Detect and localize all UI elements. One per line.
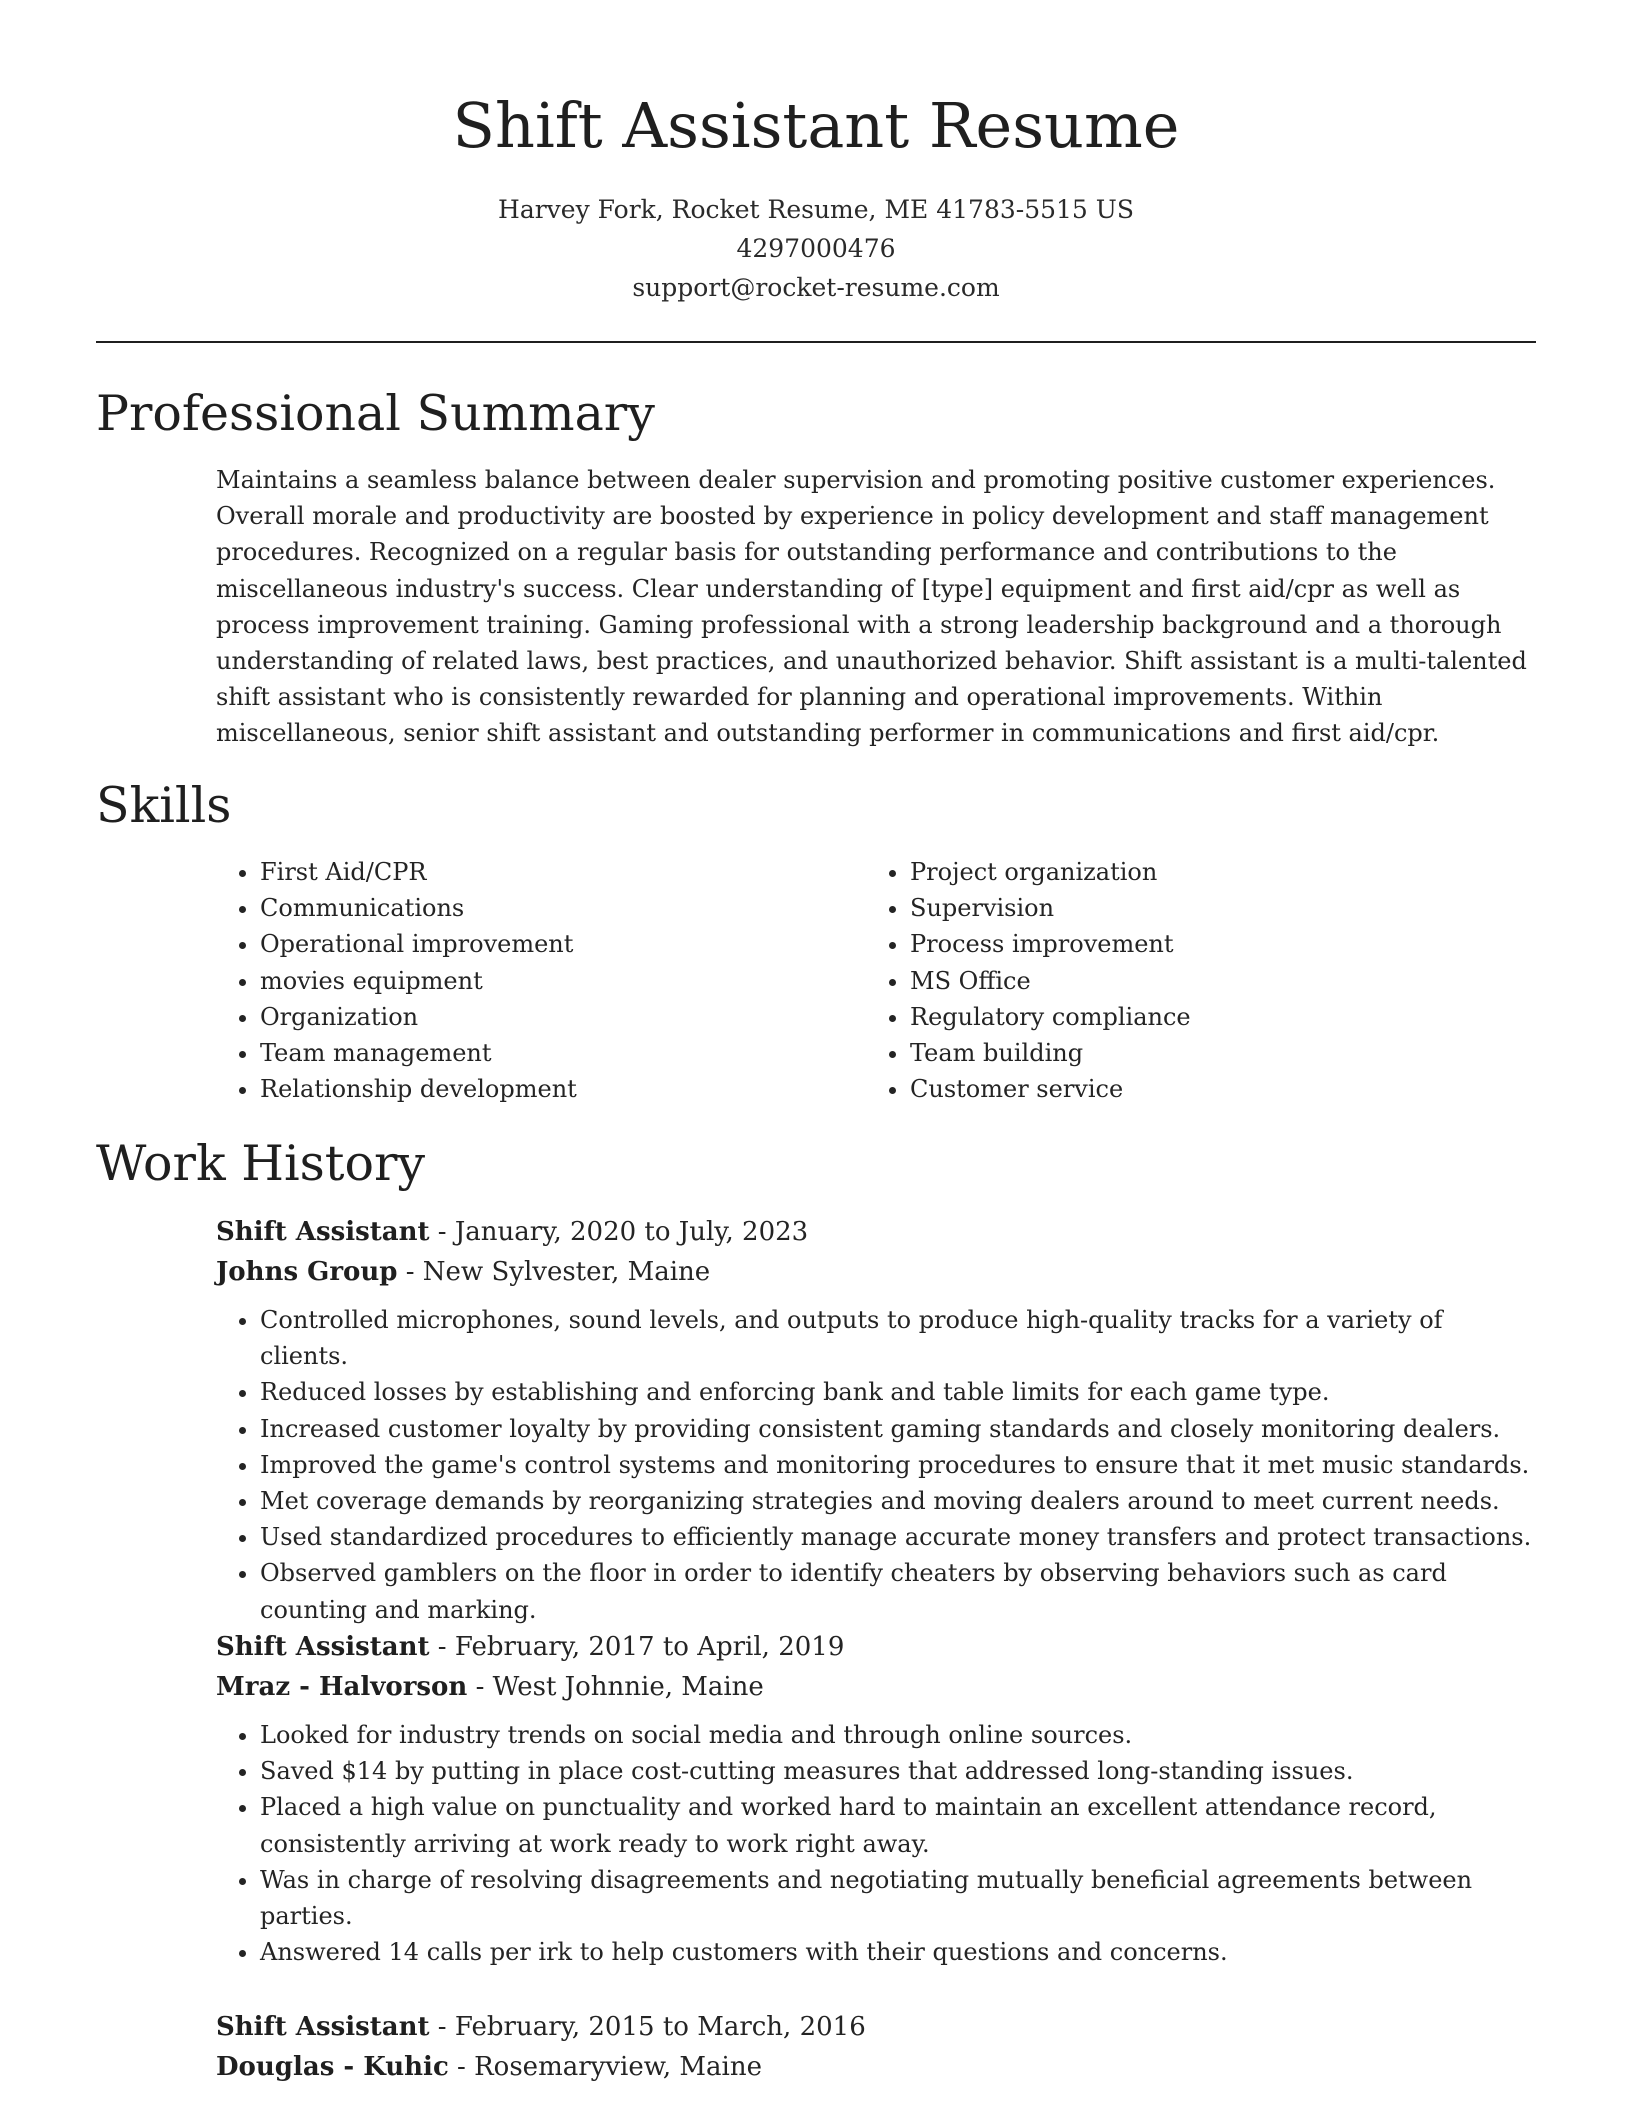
job-entry	[216, 1627, 1536, 1970]
work-history-heading: Work History	[96, 1135, 426, 1192]
header-divider	[96, 341, 1536, 343]
job-title: Shift Assistant	[216, 2012, 430, 2042]
skills-heading: Skills	[96, 777, 232, 834]
job-title: Shift Assistant	[216, 1632, 430, 1662]
job-entry	[216, 2007, 1536, 2087]
job-bullet: • Placed a high value on punctuality and worked hard to maintain an excellent attendance record, consistently arriving at work ready to work right away.	[260, 1789, 1536, 1861]
summary-text: Maintains a seamless balance between dealer supervision and promoting positive customer experiences. Overall morale and productivity are boosted by experience in policy development and staff management procedures. Recognized on a regular basis for outstanding performance and contributions to the miscellaneous industry's success. Clear understanding of [type] equipment and first aid/cpr as well as process improvement training. Gaming professional with a strong leadership background and a thorough understanding of related laws, best practices, and unauthorized behavior. Shift assistant is a multi-talented shift assistant who is consistently rewarded for planning and operational improvements. Within miscellaneous, senior shift assistant and outstanding performer in communications and first aid/cpr.	[216, 466, 1527, 748]
job-company-line: Mraz - Halvorson - West Johnnie, Maine	[216, 1672, 764, 1702]
job-bullet: • Looked for industry trends on social media and through online sources.	[260, 1717, 1536, 1753]
summary-heading: Professional Summary	[96, 385, 655, 442]
job-title: Shift Assistant	[216, 1217, 430, 1247]
job-bullet: • Reduced losses by establishing and enforcing bank and table limits for each game type.	[260, 1374, 1536, 1410]
job-entry	[216, 1212, 1536, 1628]
skill-item: • First Aid/CPR	[260, 854, 836, 890]
job-bullet: • Increased customer loyalty by providing consistent gaming standards and closely monitoring dealers.	[260, 1411, 1536, 1447]
job-dates: January, 2020 to July, 2023	[454, 1217, 809, 1247]
contact-info	[0, 190, 1632, 307]
job-dates: February, 2015 to March, 2016	[454, 2012, 866, 2042]
contact-phone: 4297000476	[736, 234, 896, 263]
job-bullet: • Answered 14 calls per irk to help customers with their questions and concerns.	[260, 1934, 1536, 1970]
skill-item: • Team building	[910, 1035, 1486, 1071]
skills-column-left	[216, 854, 836, 1107]
skill-item: • Relationship development	[260, 1071, 836, 1107]
job-dates: February, 2017 to April, 2019	[454, 1632, 845, 1662]
contact-email: support@rocket-resume.com	[632, 273, 1000, 302]
skill-item: • Project organization	[910, 854, 1486, 890]
skill-item: • movies equipment	[260, 963, 836, 999]
job-company: Douglas - Kuhic	[216, 2052, 449, 2082]
skills-column-right	[866, 854, 1486, 1107]
job-bullet: • Observed gamblers on the floor in order to identify cheaters by observing behaviors such as card counting and marking.	[260, 1555, 1536, 1627]
job-bullet: • Saved $14 by putting in place cost-cutting measures that addressed long-standing issues.	[260, 1753, 1536, 1789]
skill-item: • MS Office	[910, 963, 1486, 999]
skills-list-right	[866, 854, 1486, 1107]
job-bullets	[216, 1302, 1536, 1628]
job-company-line: Douglas - Kuhic - Rosemaryview, Maine	[216, 2052, 763, 2082]
job-title-line: Shift Assistant - January, 2020 to July, 2023	[216, 1217, 809, 1247]
skill-item: • Organization	[260, 999, 836, 1035]
skill-item: • Communications	[260, 890, 836, 926]
job-bullet: • Met coverage demands by reorganizing strategies and moving dealers around to meet current needs.	[260, 1483, 1536, 1519]
job-company-line: Johns Group - New Sylvester, Maine	[216, 1257, 711, 1287]
job-bullet: • Used standardized procedures to efficiently manage accurate money transfers and protect transactions.	[260, 1519, 1536, 1555]
contact-address: Harvey Fork, Rocket Resume, ME 41783-5515 US	[498, 195, 1134, 224]
job-title-line: Shift Assistant - February, 2017 to April, 2019	[216, 1632, 845, 1662]
job-location: New Sylvester, Maine	[422, 1257, 711, 1287]
skill-item: • Operational improvement	[260, 926, 836, 962]
job-bullets	[216, 1717, 1536, 1970]
job-bullet: • Controlled microphones, sound levels, and outputs to produce high-quality tracks for a variety of clients.	[260, 1302, 1536, 1374]
skill-item: • Team management	[260, 1035, 836, 1071]
job-location: West Johnnie, Maine	[492, 1672, 764, 1702]
resume-header	[0, 84, 1632, 307]
job-title-line: Shift Assistant - February, 2015 to March, 2016	[216, 2012, 866, 2042]
job-bullet: • Was in charge of resolving disagreements and negotiating mutually beneficial agreements between parties.	[260, 1862, 1536, 1934]
job-location: Rosemaryview, Maine	[474, 2052, 763, 2082]
resume-title: Shift Assistant Resume	[452, 89, 1180, 162]
skill-item: • Regulatory compliance	[910, 999, 1486, 1035]
job-company: Johns Group	[216, 1257, 398, 1287]
job-company: Mraz - Halvorson	[216, 1672, 468, 1702]
skill-item: • Supervision	[910, 890, 1486, 926]
job-bullet: • Improved the game's control systems and monitoring procedures to ensure that it met music standards.	[260, 1447, 1536, 1483]
skill-item: • Process improvement	[910, 926, 1486, 962]
skills-list-left	[216, 854, 836, 1107]
skill-item: • Customer service	[910, 1071, 1486, 1107]
